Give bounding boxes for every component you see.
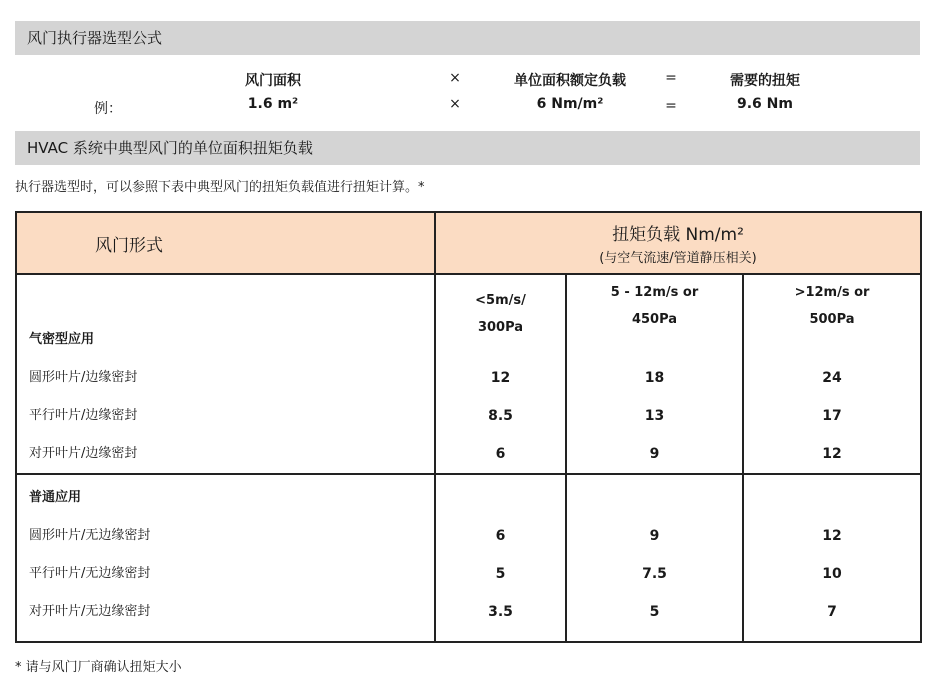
cell-value: 7	[827, 604, 837, 620]
speed-header	[436, 275, 565, 339]
speed-line2: 450Pa	[631, 312, 678, 327]
times-symbol: ×	[449, 70, 461, 86]
speed-col-mid	[566, 274, 743, 474]
row-label: 对开叶片/边缘密封	[29, 446, 138, 461]
cell-value: 9	[649, 446, 660, 462]
cell-value: 6	[495, 528, 506, 544]
cell-value: 9	[649, 528, 660, 544]
torque-table	[15, 211, 922, 643]
footnote: * 请与风门厂商确认扭矩大小	[15, 660, 182, 675]
example-area: 1.6 m²	[247, 96, 299, 112]
speed-line1: <5m/s/	[475, 293, 526, 308]
cell-value: 12	[490, 370, 511, 386]
speed-line1: 5 - 12m/s or	[610, 285, 699, 300]
cell-value: 24	[822, 370, 842, 386]
example-times-symbol: ×	[449, 96, 461, 112]
formula-result-label: 需要的扭矩	[730, 73, 800, 89]
cell-value: 5	[649, 604, 660, 620]
header-damper-type: 风门形式	[16, 212, 435, 274]
speed-line2: 300Pa	[477, 320, 524, 335]
cell-value: 5	[495, 566, 506, 582]
airtight-labels	[16, 274, 435, 474]
row-label: 对开叶片/无边缘密封	[29, 604, 151, 619]
group-airtight	[16, 274, 921, 474]
cell-value: 18	[644, 370, 665, 386]
cell-value: 17	[822, 408, 842, 424]
speed-col-low	[435, 274, 566, 474]
intro-text: 执行器选型时，可以参照下表中典型风门的扭矩负载值进行扭矩计算。*	[15, 180, 425, 195]
formula-area-label: 风门面积	[245, 73, 301, 89]
group-title: 普通应用	[29, 490, 82, 505]
header-torque-load	[435, 212, 921, 274]
section-torque-title: HVAC 系统中典型风门的单位面积扭矩负载	[15, 131, 920, 165]
cell-value: 6	[495, 446, 506, 462]
example-label: 例：	[94, 101, 122, 117]
example-result: 9.6 Nm	[737, 96, 793, 112]
header-torque-sub: (与空气流速/管道静压相关)	[599, 251, 757, 266]
speed-header	[567, 275, 742, 339]
cell-value: 12	[822, 446, 842, 462]
general-col-mid	[566, 474, 743, 642]
cell-value: 10	[822, 566, 842, 582]
general-labels	[16, 474, 435, 642]
row-label: 平行叶片/边缘密封	[29, 408, 138, 423]
row-label: 平行叶片/无边缘密封	[29, 566, 151, 581]
formula-load-label: 单位面积额定负载	[514, 73, 626, 89]
cell-value: 13	[644, 408, 665, 424]
example-equals-symbol: =	[665, 98, 677, 114]
header-torque-main: 扭矩负载 Nm/m²	[612, 225, 744, 245]
cell-value: 3.5	[488, 604, 513, 620]
row-label: 圆形叶片/无边缘密封	[29, 528, 151, 543]
group-general	[16, 474, 921, 642]
cell-value: 12	[822, 528, 842, 544]
general-col-low	[435, 474, 566, 642]
general-col-high	[743, 474, 921, 642]
speed-header	[744, 275, 920, 339]
cell-value: 8.5	[488, 408, 513, 424]
example-load: 6 Nm/m²	[536, 96, 604, 112]
group-title: 气密型应用	[29, 332, 95, 347]
section-formula-title: 风门执行器选型公式	[15, 21, 920, 55]
speed-line2: 500Pa	[809, 312, 855, 327]
speed-col-high	[743, 274, 921, 474]
speed-line1: >12m/s or	[794, 285, 870, 300]
equals-symbol: =	[665, 70, 677, 86]
cell-value: 7.5	[642, 566, 667, 582]
row-label: 圆形叶片/边缘密封	[29, 370, 138, 385]
